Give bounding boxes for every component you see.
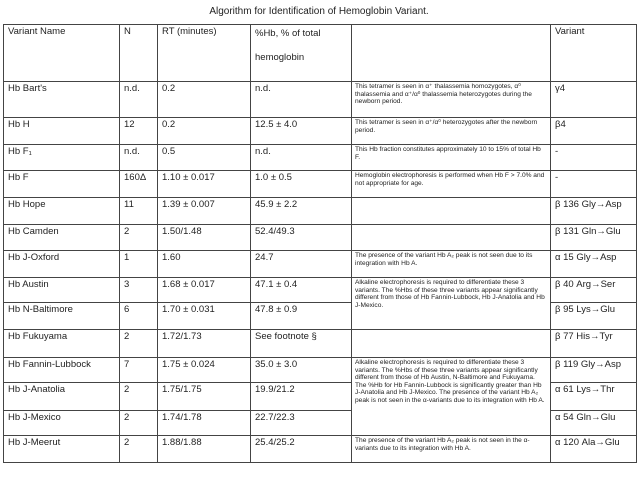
note-cell	[352, 330, 551, 358]
rt-cell: 1.60	[158, 251, 251, 278]
variant-name-cell: Hb Austin	[4, 278, 120, 303]
rt-cell: 1.50/1.48	[158, 225, 251, 251]
n-cell: 2	[120, 411, 158, 436]
pct-cell: 45.9 ± 2.2	[251, 198, 352, 225]
n-cell: 2	[120, 436, 158, 463]
pct-cell: 24.7	[251, 251, 352, 278]
table-row	[4, 198, 637, 225]
table-row	[4, 251, 637, 278]
rt-cell: 0.2	[158, 82, 251, 118]
pct-cell: n.d.	[251, 145, 352, 171]
variant-cell: β 40 Arg→Ser	[551, 278, 637, 303]
variant-cell: β 136 Gly→Asp	[551, 198, 637, 225]
pct-cell: 25.4/25.2	[251, 436, 352, 463]
variant-name-cell: Hb Hope	[4, 198, 120, 225]
n-cell: 1	[120, 251, 158, 278]
variant-cell: β4	[551, 118, 637, 145]
header-n: N	[120, 25, 158, 82]
note-cell	[352, 198, 551, 225]
n-cell: 12	[120, 118, 158, 145]
table-row	[4, 278, 637, 303]
rt-cell: 1.72/1.73	[158, 330, 251, 358]
rt-cell: 1.75 ± 0.024	[158, 358, 251, 383]
rt-cell: 1.39 ± 0.007	[158, 198, 251, 225]
pct-cell: 52.4/49.3	[251, 225, 352, 251]
header-variant-name: Variant Name	[4, 25, 120, 82]
variant-name-cell: Hb N-Baltimore	[4, 303, 120, 330]
variant-cell: α 15 Gly→Asp	[551, 251, 637, 278]
variant-name-cell: Hb H	[4, 118, 120, 145]
hemoglobin-variant-table	[3, 24, 637, 463]
rt-cell: 1.88/1.88	[158, 436, 251, 463]
pct-cell: 47.1 ± 0.4	[251, 278, 352, 303]
n-cell: 2	[120, 383, 158, 411]
variant-cell: α 120 Ala→Glu	[551, 436, 637, 463]
pct-cell: 35.0 ± 3.0	[251, 358, 352, 383]
header-pct	[251, 25, 352, 82]
n-cell: n.d.	[120, 82, 158, 118]
variant-name-cell: Hb F₁	[4, 145, 120, 171]
rt-cell: 0.5	[158, 145, 251, 171]
rt-cell: 1.10 ± 0.017	[158, 171, 251, 198]
rt-cell: 1.70 ± 0.031	[158, 303, 251, 330]
header-notes	[352, 25, 551, 82]
rt-cell: 0.2	[158, 118, 251, 145]
pct-cell: 12.5 ± 4.0	[251, 118, 352, 145]
table-row	[4, 330, 637, 358]
variant-name-cell: Hb Fukuyama	[4, 330, 120, 358]
variant-name-cell: Hb Camden	[4, 225, 120, 251]
header-pct-line2: hemoglobin	[255, 52, 305, 63]
pct-cell: See footnote §	[251, 330, 352, 358]
page-title: Algorithm for Identification of Hemoglobin Variant.	[209, 6, 429, 17]
header-row	[4, 25, 637, 82]
variant-name-cell: Hb J-Oxford	[4, 251, 120, 278]
variant-name-cell: Hb Bart's	[4, 82, 120, 118]
header-variant: Variant	[551, 25, 637, 82]
pct-cell: 22.7/22.3	[251, 411, 352, 436]
table-row	[4, 358, 637, 383]
variant-name-cell: Hb F	[4, 171, 120, 198]
pct-cell: 1.0 ± 0.5	[251, 171, 352, 198]
header-pct-line1: %Hb, % of total	[255, 28, 321, 39]
pct-cell: 47.8 ± 0.9	[251, 303, 352, 330]
variant-cell: β 119 Gly→Asp	[551, 358, 637, 383]
variant-cell: α 54 Gln→Glu	[551, 411, 637, 436]
note-cell: The presence of the variant Hb A₂ peak is not seen due to its integration with Hb A.	[352, 251, 551, 278]
note-cell: This tetramer is seen in α⁺ thalassemia homozygotes, α⁰ thalassemia and α⁺/α⁰ thalassemia heterozygotes during the newborn period.	[352, 82, 551, 118]
rt-cell: 1.74/1.78	[158, 411, 251, 436]
n-cell: 11	[120, 198, 158, 225]
header-rt: RT (minutes)	[158, 25, 251, 82]
n-cell: n.d.	[120, 145, 158, 171]
note-cell: Hemoglobin electrophoresis is performed when Hb F > 7.0% and not appropriate for age.	[352, 171, 551, 198]
pct-cell: 19.9/21.2	[251, 383, 352, 411]
rt-cell: 1.75/1.75	[158, 383, 251, 411]
note-cell-austin-group: Alkaline electrophoresis is required to differentiate these 3 variants. The %Hbs of these three variants appear significantly different from those of Hb Fannin-Lubbock, Hb J-Anatolia and Hb J-Mexico.	[352, 278, 551, 330]
variant-cell: β 77 His→Tyr	[551, 330, 637, 358]
variant-name-cell: Hb Fannin-Lubbock	[4, 358, 120, 383]
table-row	[4, 118, 637, 145]
n-cell: 3	[120, 278, 158, 303]
table-row	[4, 436, 637, 463]
variant-cell: α 61 Lys→Thr	[551, 383, 637, 411]
n-cell: 160Δ	[120, 171, 158, 198]
variant-cell: γ4	[551, 82, 637, 118]
table-row	[4, 171, 637, 198]
note-cell: This tetramer is seen in α⁺/α⁰ heterozygotes after the newborn period.	[352, 118, 551, 145]
note-cell: This Hb fraction constitutes approximately 10 to 15% of total Hb F.	[352, 145, 551, 171]
note-cell	[352, 225, 551, 251]
n-cell: 2	[120, 225, 158, 251]
variant-cell: β 131 Gln→Glu	[551, 225, 637, 251]
table-row	[4, 82, 637, 118]
note-cell-fannin-group: Alkaline electrophoresis is required to differentiate these 3 variants. The %Hbs of these three variants appear significantly different from those of Hb Austin, N-Baltimore and Fukuyama. The %Hb for Hb Fannin-Lubbock is significantly greater than Hb J-Anatolia and Hb J-Mexico. The presence of the variant Hb A₂ peak is not seen in the α-variants due to its integration with Hb A.	[352, 358, 551, 436]
rt-cell: 1.68 ± 0.017	[158, 278, 251, 303]
table-row	[4, 225, 637, 251]
n-cell: 7	[120, 358, 158, 383]
variant-cell: β 95 Lys→Glu	[551, 303, 637, 330]
n-cell: 6	[120, 303, 158, 330]
variant-name-cell: Hb J-Meerut	[4, 436, 120, 463]
note-cell: The presence of the variant Hb A₂ peak is not seen in the α-variants due to its integration with Hb A.	[352, 436, 551, 463]
variant-name-cell: Hb J-Anatolia	[4, 383, 120, 411]
variant-cell: -	[551, 171, 637, 198]
variant-cell: -	[551, 145, 637, 171]
variant-name-cell: Hb J-Mexico	[4, 411, 120, 436]
pct-cell: n.d.	[251, 82, 352, 118]
table-row	[4, 145, 637, 171]
n-cell: 2	[120, 330, 158, 358]
